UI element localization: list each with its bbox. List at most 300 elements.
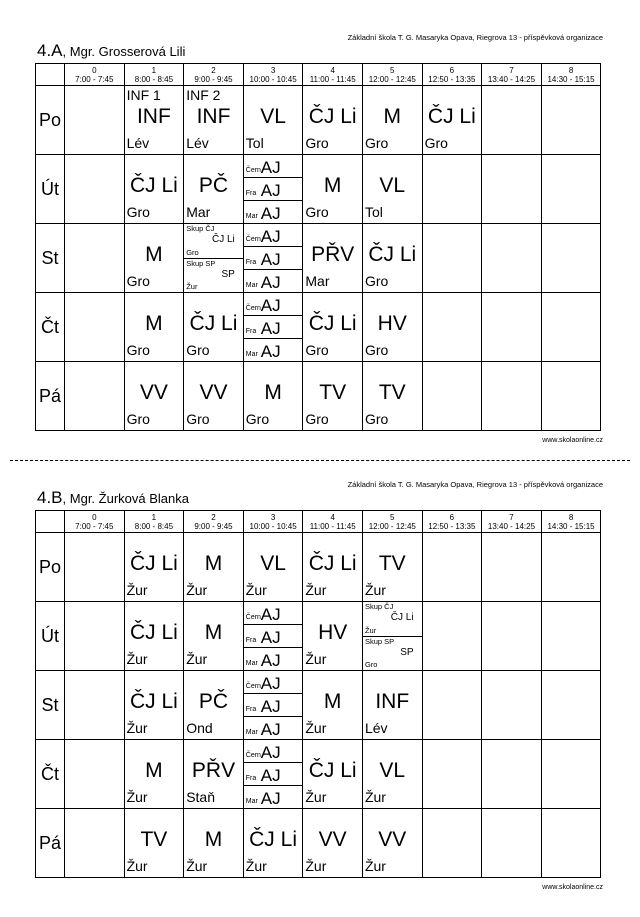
lesson-cell — [482, 362, 542, 431]
class-name: 4.B — [37, 488, 63, 507]
group-lesson[interactable] — [244, 648, 303, 670]
group-subject: AJ — [260, 674, 281, 693]
lesson-teacher: Gro — [186, 342, 210, 358]
day-row — [36, 533, 601, 602]
lesson-teacher: Žur — [126, 582, 148, 598]
period-time: 12:00 - 12:45 — [368, 521, 416, 531]
lesson-cell — [422, 362, 482, 431]
lesson-subject: M — [383, 105, 402, 128]
lesson-cell[interactable] — [124, 293, 184, 362]
lesson-teacher: Lév — [364, 720, 388, 736]
period-header — [482, 64, 542, 86]
period-time: 10:00 - 10:45 — [249, 521, 297, 531]
lesson-cell — [65, 293, 125, 362]
lesson-cell[interactable] — [303, 293, 363, 362]
lesson-cell — [422, 293, 482, 362]
lesson-teacher: Gro — [305, 411, 329, 427]
lesson-cell — [541, 671, 601, 740]
period-time: 13:40 - 14:25 — [487, 74, 536, 84]
lesson-cell — [541, 740, 601, 809]
period-time: 8:00 - 8:45 — [134, 521, 174, 531]
group-lesson[interactable] — [244, 602, 303, 625]
period-header — [243, 64, 303, 86]
group-teacher: Žur — [364, 625, 377, 635]
lesson-cell[interactable] — [362, 671, 422, 740]
timetable — [35, 510, 601, 878]
lesson-subject: ČJ Li — [129, 621, 178, 644]
group-lesson[interactable] — [244, 694, 303, 717]
lesson-cell[interactable] — [243, 533, 303, 602]
lesson-cell[interactable] — [124, 362, 184, 431]
group-subject: AJ — [260, 697, 281, 716]
class-heading — [37, 488, 189, 508]
lesson-subject: ČJ Li — [129, 690, 178, 713]
lesson-teacher: Mar — [305, 273, 330, 289]
period-number: 4 — [330, 65, 335, 75]
lesson-subject: INF — [375, 690, 410, 713]
group-teacher: Čern — [245, 236, 261, 243]
group-teacher: Gro — [364, 660, 378, 669]
group-subject: AJ — [260, 227, 281, 246]
period-number: 4 — [330, 512, 335, 522]
lesson-cell[interactable] — [124, 671, 184, 740]
class-heading — [37, 41, 185, 61]
lesson-teacher: Gro — [364, 411, 389, 427]
lesson-subject: ČJ Li — [427, 105, 476, 128]
group-teacher: Fra — [245, 637, 257, 644]
lesson-cell[interactable] — [362, 293, 422, 362]
lesson-teacher: Žur — [126, 651, 148, 667]
group-teacher: Mar — [245, 729, 258, 736]
group-lesson[interactable] — [244, 763, 303, 786]
group-lesson[interactable] — [184, 224, 243, 259]
period-time: 12:50 - 13:35 — [428, 521, 476, 531]
lesson-cell[interactable] — [362, 224, 422, 293]
group-lesson[interactable] — [244, 293, 303, 316]
period-number: 3 — [270, 65, 276, 75]
period-time: 13:40 - 14:25 — [487, 521, 536, 531]
group-teacher: Gro — [186, 247, 199, 257]
lesson-teacher: Gro — [305, 342, 329, 358]
period-number: 8 — [568, 512, 574, 522]
lesson-cell[interactable] — [362, 740, 422, 809]
lesson-cell[interactable] — [303, 155, 363, 224]
lesson-subject: VL — [260, 552, 286, 575]
period-time: 9:00 - 9:45 — [194, 521, 233, 531]
group-teacher: Mar — [245, 282, 258, 289]
lesson-subject: TV — [378, 552, 406, 575]
group-teacher: Fra — [245, 706, 257, 713]
lesson-cell[interactable] — [243, 671, 303, 740]
period-header — [422, 511, 482, 533]
lesson-teacher: Gro — [305, 135, 329, 151]
day-label: St — [36, 671, 65, 740]
lesson-teacher: Tol — [245, 135, 264, 151]
lesson-cell[interactable] — [303, 671, 363, 740]
group-lesson[interactable] — [244, 717, 303, 739]
lesson-cell — [65, 224, 125, 293]
lesson-subject: VV — [318, 828, 347, 851]
lesson-cell — [65, 740, 125, 809]
group-lesson[interactable] — [244, 178, 303, 201]
lesson-teacher: Žur — [126, 858, 148, 874]
lesson-group: INF 2 — [186, 87, 221, 103]
period-time: 9:00 - 9:45 — [194, 74, 233, 84]
period-header — [362, 511, 422, 533]
group-teacher: Čern — [245, 305, 261, 312]
lesson-cell — [65, 362, 125, 431]
lesson-subject: ČJ Li — [308, 552, 357, 575]
lesson-cell — [422, 671, 482, 740]
lesson-subject: ČJ Li — [249, 828, 297, 851]
group-lesson[interactable] — [244, 786, 303, 808]
lesson-subject: M — [145, 312, 163, 335]
lesson-cell[interactable] — [303, 224, 363, 293]
lesson-subject: TV — [319, 381, 347, 404]
group-subject: AJ — [260, 605, 281, 624]
lesson-cell — [482, 224, 542, 293]
group-teacher: Mar — [245, 798, 258, 805]
lesson-cell — [422, 809, 482, 878]
period-number: 5 — [390, 65, 395, 75]
group-lesson[interactable] — [244, 671, 303, 694]
lesson-cell — [422, 533, 482, 602]
period-number: 2 — [211, 512, 216, 522]
lesson-cell[interactable] — [362, 362, 422, 431]
lesson-subject: ČJ Li — [368, 243, 417, 266]
group-teacher: Mar — [245, 213, 258, 220]
lesson-teacher: Žur — [305, 651, 327, 667]
group-subject: AJ — [260, 743, 281, 762]
lesson-cell[interactable] — [303, 740, 363, 809]
group-teacher: Mar — [245, 660, 258, 667]
day-label: Út — [36, 602, 65, 671]
lesson-cell[interactable] — [243, 740, 303, 809]
lesson-teacher: Gro — [364, 342, 389, 358]
lesson-cell — [541, 155, 601, 224]
period-time: 7:00 - 7:45 — [75, 74, 114, 84]
split-lesson-groups — [184, 224, 243, 292]
lesson-subject: HV — [377, 312, 407, 335]
lesson-subject: TV — [140, 828, 168, 851]
lesson-subject: M — [204, 552, 223, 575]
lesson-teacher: Tol — [364, 204, 383, 220]
lesson-cell[interactable] — [362, 809, 422, 878]
lesson-cell — [482, 740, 542, 809]
lesson-cell[interactable] — [362, 533, 422, 602]
group-subject: ČJ Li — [390, 612, 414, 623]
period-header — [422, 64, 482, 86]
lesson-teacher: Žur — [245, 858, 267, 874]
lesson-cell — [65, 671, 125, 740]
school-name: Základní škola T. G. Masaryka Opava, Riegrova 13 - příspěvková organizace — [347, 33, 603, 42]
lesson-cell[interactable] — [124, 533, 184, 602]
lesson-cell[interactable] — [124, 740, 184, 809]
lesson-cell[interactable] — [184, 740, 244, 809]
lesson-cell — [482, 533, 542, 602]
lesson-subject: M — [264, 381, 282, 404]
period-number: 2 — [211, 65, 216, 75]
group-subject: AJ — [260, 319, 281, 338]
period-time: 12:00 - 12:45 — [368, 74, 416, 84]
lesson-teacher: Žur — [245, 582, 267, 598]
period-header — [124, 511, 184, 533]
lesson-cell — [422, 740, 482, 809]
lesson-cell — [541, 533, 601, 602]
period-time: 10:00 - 10:45 — [249, 74, 297, 84]
lesson-subject: M — [204, 621, 223, 644]
group-teacher: Čern — [245, 614, 261, 621]
lesson-subject: VL — [379, 174, 406, 197]
lesson-cell[interactable] — [124, 809, 184, 878]
lesson-cell — [482, 155, 542, 224]
lesson-cell[interactable] — [184, 809, 244, 878]
group-subject: AJ — [260, 628, 281, 647]
period-number: 6 — [449, 65, 455, 75]
lesson-subject: VV — [199, 381, 228, 404]
lesson-cell[interactable] — [184, 224, 244, 293]
lesson-cell — [482, 293, 542, 362]
period-header — [303, 511, 363, 533]
group-lesson[interactable] — [244, 625, 303, 648]
lesson-cell[interactable] — [362, 155, 422, 224]
lesson-cell[interactable] — [243, 809, 303, 878]
lesson-subject: PŘV — [191, 759, 236, 782]
group-subject: AJ — [260, 789, 281, 808]
period-header — [541, 64, 601, 86]
group-lesson[interactable] — [244, 339, 303, 361]
group-lesson[interactable] — [244, 740, 303, 763]
period-number: 8 — [568, 65, 574, 75]
lesson-teacher: Žur — [305, 789, 327, 805]
group-subject: AJ — [260, 158, 281, 177]
day-row — [36, 602, 601, 671]
group-name: Skup ČJ — [186, 224, 215, 233]
period-header — [184, 64, 244, 86]
split-lesson-groups — [244, 224, 303, 292]
period-header — [482, 511, 542, 533]
group-subject: AJ — [260, 651, 281, 670]
corner-cell — [36, 64, 65, 86]
group-teacher: Žur — [186, 282, 198, 291]
group-lesson[interactable] — [184, 259, 243, 293]
period-header — [541, 511, 601, 533]
split-lesson-groups — [363, 602, 422, 670]
lesson-cell[interactable] — [124, 602, 184, 671]
group-subject: AJ — [260, 204, 281, 223]
lesson-subject: M — [323, 690, 342, 713]
split-lesson-groups — [244, 293, 303, 361]
lesson-subject: M — [145, 759, 163, 782]
lesson-cell[interactable] — [184, 362, 244, 431]
split-lesson-groups — [244, 740, 303, 808]
lesson-cell[interactable] — [362, 86, 422, 155]
lesson-teacher: Lév — [186, 135, 209, 151]
lesson-cell — [65, 809, 125, 878]
class-teacher: , Mgr. Žurková Blanka — [62, 491, 189, 506]
group-subject: AJ — [260, 296, 281, 315]
lesson-teacher: Žur — [126, 720, 148, 736]
lesson-teacher: Gro — [126, 204, 150, 220]
footer-website: www.skolaonline.cz — [542, 884, 603, 891]
lesson-subject: ČJ Li — [129, 174, 178, 197]
group-name: Skup SP — [186, 258, 216, 268]
timetable — [35, 63, 601, 431]
group-lesson[interactable] — [244, 316, 303, 339]
lesson-subject: VV — [378, 828, 407, 851]
group-lesson[interactable] — [244, 155, 303, 178]
group-lesson[interactable] — [363, 602, 422, 637]
period-time: 7:00 - 7:45 — [75, 521, 114, 531]
lesson-subject: ČJ Li — [308, 105, 357, 128]
lesson-cell — [422, 155, 482, 224]
period-header — [184, 511, 244, 533]
lesson-teacher: Žur — [305, 858, 327, 874]
lesson-cell — [482, 86, 542, 155]
group-teacher: Čern — [245, 167, 261, 174]
group-lesson[interactable] — [244, 201, 303, 223]
lesson-cell[interactable] — [422, 86, 482, 155]
lesson-cell — [482, 809, 542, 878]
lesson-cell — [65, 86, 125, 155]
lesson-cell[interactable] — [184, 533, 244, 602]
lesson-cell[interactable] — [243, 293, 303, 362]
day-row — [36, 155, 601, 224]
lesson-subject: M — [145, 243, 163, 266]
lesson-subject: TV — [378, 381, 406, 404]
period-time: 14:30 - 15:15 — [547, 521, 595, 531]
lesson-subject: M — [323, 174, 342, 197]
lesson-cell[interactable] — [303, 86, 363, 155]
lesson-cell — [541, 86, 601, 155]
lesson-teacher: Žur — [186, 651, 208, 667]
day-row — [36, 86, 601, 155]
period-time: 8:00 - 8:45 — [134, 74, 174, 84]
period-header — [124, 64, 184, 86]
lesson-cell — [541, 809, 601, 878]
lesson-teacher: Ond — [186, 720, 213, 736]
period-number: 7 — [509, 512, 514, 522]
day-label: Po — [36, 533, 65, 602]
day-label: Čt — [36, 740, 65, 809]
lesson-teacher: Gro — [245, 411, 270, 427]
lesson-subject: M — [204, 828, 223, 851]
lesson-cell — [541, 602, 601, 671]
period-number: 0 — [92, 512, 97, 522]
lesson-teacher: Mar — [186, 204, 211, 220]
lesson-cell[interactable] — [243, 602, 303, 671]
lesson-teacher: Lév — [126, 135, 150, 151]
lesson-subject: VL — [260, 105, 286, 128]
lesson-group: INF 1 — [126, 87, 161, 103]
day-row — [36, 293, 601, 362]
lesson-cell[interactable] — [303, 533, 363, 602]
group-subject: AJ — [260, 273, 281, 292]
lesson-teacher: Žur — [186, 582, 208, 598]
lesson-subject: ČJ Li — [189, 312, 238, 335]
lesson-cell — [422, 224, 482, 293]
school-name: Základní škola T. G. Masaryka Opava, Riegrova 13 - příspěvková organizace — [347, 480, 603, 489]
lesson-cell[interactable] — [184, 86, 244, 155]
lesson-teacher: Žur — [305, 720, 327, 736]
group-teacher: Čern — [245, 752, 261, 759]
group-subject: SP — [221, 268, 235, 280]
group-lesson[interactable] — [244, 270, 303, 292]
lesson-teacher: Žur — [364, 582, 386, 598]
group-teacher: Fra — [245, 190, 257, 197]
group-teacher: Fra — [245, 259, 257, 266]
lesson-cell[interactable] — [243, 155, 303, 224]
lesson-cell[interactable] — [124, 224, 184, 293]
lesson-cell[interactable] — [184, 602, 244, 671]
lesson-cell[interactable] — [243, 224, 303, 293]
lesson-teacher: Gro — [126, 411, 150, 427]
group-lesson[interactable] — [363, 637, 422, 671]
lesson-cell[interactable] — [184, 155, 244, 224]
period-number: 5 — [390, 512, 395, 522]
day-label: Po — [36, 86, 65, 155]
period-number: 7 — [509, 65, 514, 75]
group-subject: AJ — [260, 766, 281, 785]
lesson-subject: HV — [318, 621, 348, 644]
lesson-cell[interactable] — [184, 293, 244, 362]
lesson-cell — [65, 533, 125, 602]
period-header — [362, 64, 422, 86]
day-row — [36, 224, 601, 293]
group-lesson[interactable] — [244, 247, 303, 270]
day-label: St — [36, 224, 65, 293]
group-subject: AJ — [260, 342, 281, 361]
lesson-cell — [541, 293, 601, 362]
lesson-cell[interactable] — [124, 155, 184, 224]
page-separator — [10, 460, 630, 461]
day-row — [36, 362, 601, 431]
group-teacher: Fra — [245, 328, 257, 335]
lesson-cell[interactable] — [303, 362, 363, 431]
group-name: Skup SP — [364, 636, 395, 646]
lesson-cell — [65, 602, 125, 671]
lesson-subject: ČJ Li — [308, 759, 357, 782]
period-number: 3 — [270, 512, 276, 522]
lesson-cell[interactable] — [303, 602, 363, 671]
lesson-teacher: Gro — [126, 342, 150, 358]
lesson-cell[interactable] — [362, 602, 422, 671]
lesson-cell — [482, 671, 542, 740]
period-number: 1 — [151, 65, 157, 75]
lesson-cell[interactable] — [184, 671, 244, 740]
lesson-cell — [65, 155, 125, 224]
lesson-cell[interactable] — [243, 362, 303, 431]
group-subject: AJ — [260, 720, 281, 739]
class-teacher: , Mgr. Grosserová Lili — [62, 44, 186, 59]
period-header — [65, 511, 125, 533]
period-time: 14:30 - 15:15 — [547, 74, 595, 84]
lesson-subject: ČJ Li — [129, 552, 178, 575]
split-lesson-groups — [244, 602, 303, 670]
day-row — [36, 809, 601, 878]
lesson-cell[interactable] — [124, 86, 184, 155]
group-lesson[interactable] — [244, 224, 303, 247]
lesson-cell[interactable] — [243, 86, 303, 155]
period-time: 11:00 - 11:45 — [309, 521, 356, 531]
lesson-subject: VL — [379, 759, 406, 782]
lesson-subject: VV — [139, 381, 168, 404]
lesson-subject: INF — [196, 105, 231, 128]
lesson-teacher: Gro — [364, 273, 389, 289]
lesson-cell[interactable] — [303, 809, 363, 878]
lesson-teacher: Žur — [305, 582, 327, 598]
day-label: Pá — [36, 809, 65, 878]
